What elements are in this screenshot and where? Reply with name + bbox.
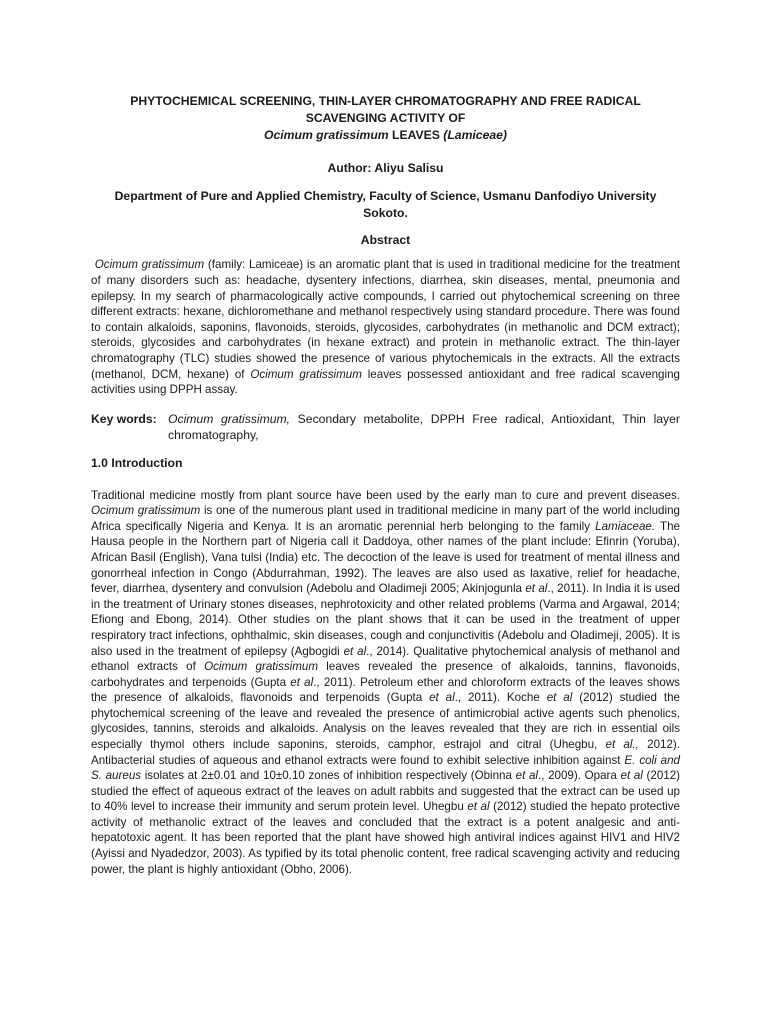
intro-italic-07: et al [429,691,455,705]
author-line: Author: Aliyu Salisu [327,161,444,176]
keywords-list [168,411,680,443]
intro-text-08: ., 2011). Koche [454,691,547,705]
intro-text-02: is one of the numerous plant used in traditional medicine in many part of the world including Africa specifically Nigeria and Kenya. It is an aromatic perennial herb belonging to the family [91,504,680,533]
abstract-text [91,257,680,397]
abstract-body-1: (family: Lamiceae) is an aromatic plant that is used in traditional medicine for the treatment of many disorders such as: headache, dysentery infections, diarrhea, skin diseases, mental, pneumonia and epilepsy. In my search of pharmacologically active compounds, I carried out phytochemical screening on three different extracts: hexane, dichloromethane and methanol respectively using standard procedure. There was found to contain alkaloids, saponins, flavonoids, steroids, glycosides, carbohydrates (in methanolic and DCM extract); steroids, glycosides and carbohydrates (in hexane extract) and protein in methanolic extract. The thin-layer chromatography (TLC) studies showed the presence of various phytochemicals in the extracts. All the extracts (methanol, DCM, hexane) of [91,258,680,381]
intro-italic-04: et al [343,644,367,658]
intro-text-09: (2012) studied the phytochemical screening of the leave and revealed the presence of antimicrobial active agents such phenolics, glycosides, tannins, steroids and alkaloids. Analysis on the leaves revealed that they are rich in essential oils especially thymol others include saponins, steroids, camphor, estrajol and citral (Uhegbu, [91,691,680,751]
intro-text-07: ., 2011). Petroleum ether and chloroform extracts of the leaves shows the presence of alkaloids, flavonoids and terpenoids (Gupta [91,675,680,705]
intro-italic-11: et al [515,769,538,783]
intro-text-05: ., 2014). Qualitative phytochemical analysis of methanol and ethanol extracts of [91,644,680,674]
intro-italic-01: Ocimum gratissimum [91,504,201,518]
intro-text-10: 2012). Antibacterial studies of aqueous and ethanol extracts were found to exhibit selective inhibition against [91,737,680,767]
abstract-heading: Abstract [360,233,411,248]
intro-italic-02: Lamiaceae. [595,519,656,533]
intro-italic-03: et al [525,582,548,596]
intro-italic-10: E. coli and S. aureus [91,753,680,783]
intro-italic-06: et al [290,675,314,689]
introduction-text [91,488,680,877]
paper-title [91,93,680,143]
intro-text-14: (2012) studied the hepato protective activity of methanolic extract of the leaves and concluded that the extract is a potent analgesic and anti-hepatotoxic agent. It has been reported that the plant have showed high antiviral indices against HIV1 and HIV2 (Ayissi and Nyadedzor, 2003). As typified by its total phenolic content, free radical scavenging activity and reducing power, the plant is highly antioxidant (Obho, 2006). [91,800,680,876]
keywords [91,411,680,443]
intro-italic-12: et al [620,769,643,783]
abstract-species-1: Ocimum gratissimum [94,258,205,272]
intro-italic-08: et al [546,691,573,705]
affiliation: Department of Pure and Applied Chemistry, Faculty of Science, Usmanu Danfodiyo University Sokoto. [114,189,657,220]
intro-text-11: isolates at 2±0.01 and 10±0.10 zones of inhibition respectively (Obinna [141,769,516,783]
keywords-species: Ocimum gratissimum, [168,411,291,426]
intro-italic-05: Ocimum gratissimum [204,660,319,674]
title-family: (Lamiceae) [443,127,507,142]
intro-text-13: (2012) studied the effect of aqueous extract of the leaves on adult rabbits and suggested that the extract can be used up to 40% level to increase their immunity and serum protein level. Uhegbu [91,769,681,814]
title-main: PHYTOCHEMICAL SCREENING, THIN-LAYER CHROMATOGRAPHY AND FREE RADICAL SCAVENGING ACTIVITY OF [130,94,641,125]
intro-text-01: Traditional medicine mostly from plant source have been used by the early man to cure and prevent diseases. [91,488,680,502]
abstract-body-2: leaves possessed antioxidant and free radical scavenging activities using DPPH assay. [91,367,680,397]
intro-italic-13: et al [467,800,490,814]
intro-italic-09: et al., [605,737,639,751]
title-species: Ocimum gratissimum [264,127,389,142]
intro-text-06: leaves revealed the presence of alkaloids, tannins, flavonoids, carbohydrates and terpenoids (Gupta [91,660,680,689]
intro-text-04: ., 2011). In India it is used in the treatment of Urinary stones diseases, nephrotoxicity and other related problems (Varma and Argawal, 2014; Efiong and Ebong, 2014). Other studies on the plant shows that it can be used in the treatment of upper respiratory tract infections, ophthalmic, skin diseases, cough and conjunctivitis (Adebolu and Oladimeji, 2005). It is also used in the treatment of epilepsy (Agbogidi [91,582,681,658]
intro-text-03: The Hausa people in the Northern part of Nigeria call it Daddoya, other names of the plant include: Efinrin (Yoruba), African Basil (English), Vana tulsi (India) etc. The decoction of the leave is used for treatment of mental illness and gonorrheal infection in Congo (Abdurrahman, 1992). The leaves are also used as laxative, relief for headache, fever, diarrhea, dysentery and convulsion (Adebolu and Oladimeji 2005; Akinjogunla [91,519,681,596]
keywords-label: Key words: [91,411,157,426]
keywords-rest: Secondary metabolite, DPPH Free radical, Antioxidant, Thin layer chromatography, [168,411,680,442]
introduction-heading: 1.0 Introduction [91,455,183,470]
title-leaves: LEAVES [388,127,444,142]
intro-text-12: ., 2009). Opara [537,769,621,783]
abstract-species-2: Ocimum gratissimum [250,367,362,381]
